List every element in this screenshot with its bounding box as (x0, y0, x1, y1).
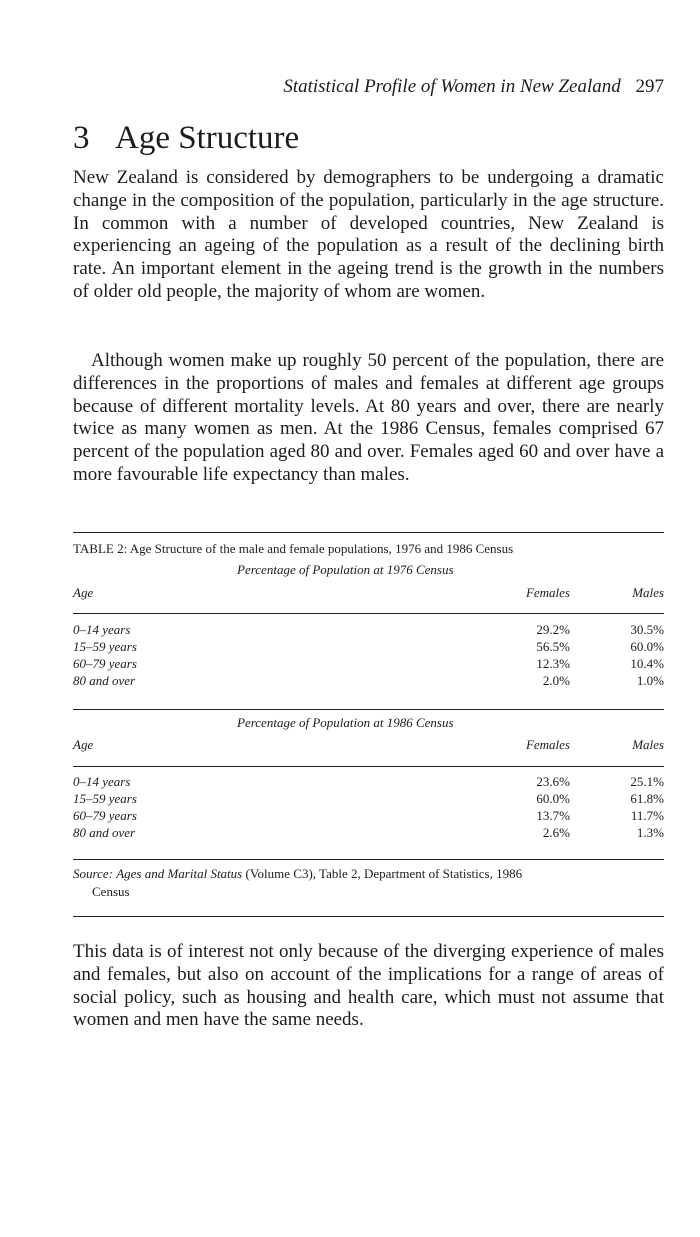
cell-females: 13.7% (536, 808, 570, 823)
section-number: 3 (73, 120, 90, 156)
cell-age: 0–14 years (73, 622, 131, 637)
table-top-rule (73, 532, 664, 533)
cell-males: 30.5% (630, 622, 664, 637)
table-row (73, 656, 664, 673)
cell-females: 2.6% (542, 825, 570, 840)
header-age: Age (73, 737, 94, 752)
table-caption-label: TABLE 2: (73, 541, 128, 556)
table-row (73, 808, 664, 825)
header-females: Females (525, 585, 570, 600)
cell-males: 11.7% (630, 808, 664, 823)
section-heading (73, 118, 299, 158)
cell-age: 0–14 years (73, 774, 131, 789)
table-caption (73, 541, 513, 557)
table-header-rule (73, 766, 664, 767)
table-header-row (73, 585, 664, 602)
table-row (73, 639, 664, 656)
paragraph-implications: This data is of interest not only because of the diverging experience of males and females, but also on account of the implications for a range of areas of social policy, such as housing and health care, which must not assume that women and men have the same needs. (73, 941, 664, 1031)
cell-females: 29.2% (536, 622, 570, 637)
cell-females: 2.0% (542, 673, 570, 688)
cell-age: 15–59 years (73, 639, 137, 654)
header-females: Females (525, 737, 570, 752)
paragraph-proportions: Although women make up roughly 50 percent of the population, there are differences in the proportions of males and females at different age groups because of different mortality levels. At 80 years and over, there are nearly twice as many women as men. At the 1986 Census, females comprised 67 percent of the population aged 80 and over. Females aged 60 and over have a more favourable life expectancy than males. (73, 350, 664, 485)
cell-males: 10.4% (630, 656, 664, 671)
cell-age: 15–59 years (73, 791, 137, 806)
source-line (73, 865, 664, 883)
page-number: 297 (635, 76, 664, 97)
cell-males: 1.3% (636, 825, 664, 840)
table-row (73, 673, 664, 690)
cell-females: 56.5% (536, 639, 570, 654)
cell-females: 23.6% (536, 774, 570, 789)
cell-age: 60–79 years (73, 808, 137, 823)
table-row (73, 774, 664, 791)
cell-males: 25.1% (630, 774, 664, 789)
table-row (73, 622, 664, 639)
table-source-note (73, 865, 664, 901)
table-caption-text: Age Structure of the male and female populations, 1976 and 1986 Census (129, 541, 514, 556)
header-males: Males (632, 737, 664, 752)
source-title: Ages and Marital Status (116, 866, 243, 881)
source-label: Source: (73, 866, 113, 881)
section-title: Age Structure (115, 120, 300, 156)
cell-age: 80 and over (73, 825, 136, 840)
running-head-title: Statistical Profile of Women in New Zealand (283, 76, 621, 97)
table-row (73, 825, 664, 842)
table-header-rule (73, 613, 664, 614)
table-row (73, 791, 664, 808)
running-head (283, 76, 664, 98)
cell-males: 61.8% (630, 791, 664, 806)
table-header-row (73, 737, 664, 754)
paragraph-intro: New Zealand is considered by demographers to be undergoing a dramatic change in the composition of the population, particularly in the age structure. In common with a number of developed countries, New Zealand is experiencing an ageing of the population as a result of the declining birth rate. An important element in the ageing trend is the growth in the numbers of older old people, the majority of whom are women. (73, 167, 664, 302)
source-details: (Volume C3), Table 2, Department of Statistics, 1986 (245, 866, 523, 881)
header-males: Males (632, 585, 664, 600)
cell-age: 80 and over (73, 673, 136, 688)
cell-females: 60.0% (536, 791, 570, 806)
header-age: Age (73, 585, 94, 600)
table-body-bottom-rule (73, 859, 664, 860)
table-bottom-rule (73, 916, 664, 917)
cell-males: 60.0% (630, 639, 664, 654)
table-section-rule (73, 709, 664, 710)
table-subtitle-1986: Percentage of Population at 1986 Census (237, 715, 454, 730)
source-line-continued: Census (92, 884, 130, 899)
cell-males: 1.0% (636, 673, 664, 688)
cell-females: 12.3% (536, 656, 570, 671)
table-subtitle-1976: Percentage of Population at 1976 Census (237, 562, 454, 577)
cell-age: 60–79 years (73, 656, 137, 671)
